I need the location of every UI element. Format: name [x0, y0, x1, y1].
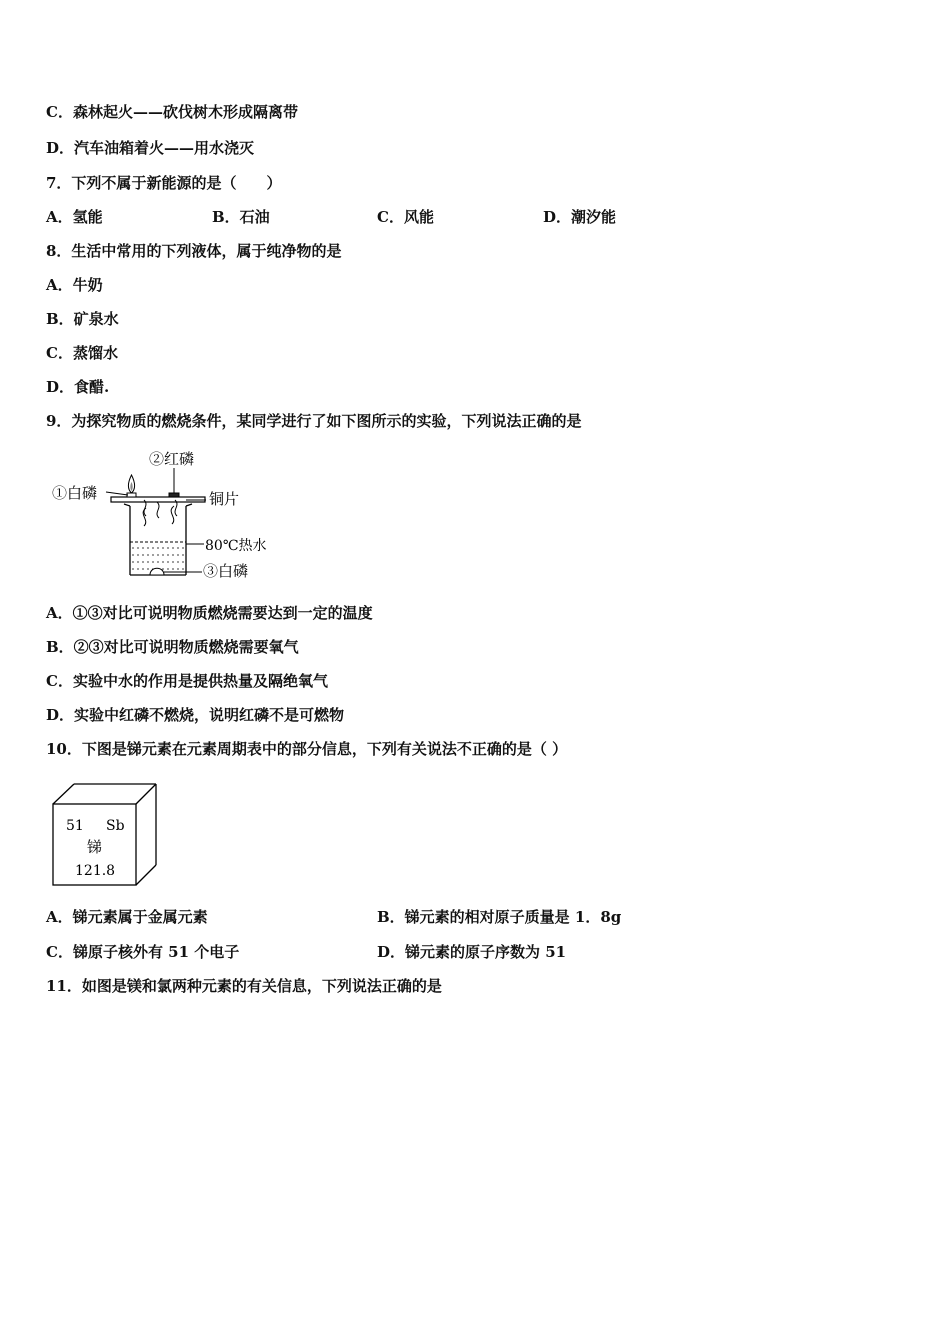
q9-option-b: B．②③对比可说明物质燃烧需要氧气	[46, 638, 299, 656]
q10-stem: 10．下图是锑元素在元素周期表中的部分信息，下列有关说法不正确的是（ ）	[46, 740, 568, 758]
q10-option-c: C．锑原子核外有 51 个电子	[46, 943, 240, 961]
q9-option-a: A．①③对比可说明物质燃烧需要达到一定的温度	[46, 604, 373, 622]
q8-option-a: A．牛奶	[46, 276, 103, 294]
label-red-phosphorus: ②红磷	[149, 450, 195, 468]
antimony-element-card	[50, 782, 160, 888]
q7-option-a: A．氢能	[46, 208, 103, 226]
element-symbol: Sb	[106, 818, 125, 834]
element-atomic-number: 51	[66, 818, 84, 834]
label-white-phosphorus-3: ③白磷	[203, 562, 249, 580]
q6-option-d: D．汽车油箱着火——用水浇灭	[46, 139, 255, 157]
label-copper-plate: 铜片	[209, 490, 240, 508]
q6-option-c: C．森林起火——砍伐树木形成隔离带	[46, 103, 298, 121]
q7-option-b: B．石油	[212, 208, 270, 226]
q9-option-c: C．实验中水的作用是提供热量及隔绝氧气	[46, 672, 328, 690]
q7-option-c: C．风能	[377, 208, 434, 226]
q7-option-d: D．潮汐能	[543, 208, 617, 226]
element-name: 锑	[87, 838, 103, 856]
q10-option-a: A．锑元素属于金属元素	[46, 908, 208, 926]
element-atomic-mass: 121.8	[75, 863, 116, 879]
q8-stem: 8．生活中常用的下列液体，属于纯净物的是	[46, 242, 342, 260]
q8-option-c: C．蒸馏水	[46, 344, 118, 362]
q10-option-d: D．锑元素的原子序数为 51	[377, 943, 567, 961]
label-hot-water: 80℃热水	[205, 538, 267, 554]
q10-option-b: B．锑元素的相对原子质量是 1．8g	[377, 908, 622, 926]
q11-stem: 11．如图是镁和氯两种元素的有关信息，下列说法正确的是	[46, 977, 442, 995]
q9-stem: 9．为探究物质的燃烧条件，某同学进行了如下图所示的实验，下列说法正确的是	[46, 412, 582, 430]
q8-option-b: B．矿泉水	[46, 310, 119, 328]
q9-option-d: D．实验中红磷不燃烧，说明红磷不是可燃物	[46, 706, 345, 724]
combustion-experiment-figure	[46, 444, 286, 586]
q8-option-d: D．食醋.	[46, 378, 110, 396]
label-white-phosphorus-1: ①白磷	[52, 484, 98, 502]
q7-stem: 7．下列不属于新能源的是（ ）	[46, 174, 282, 192]
